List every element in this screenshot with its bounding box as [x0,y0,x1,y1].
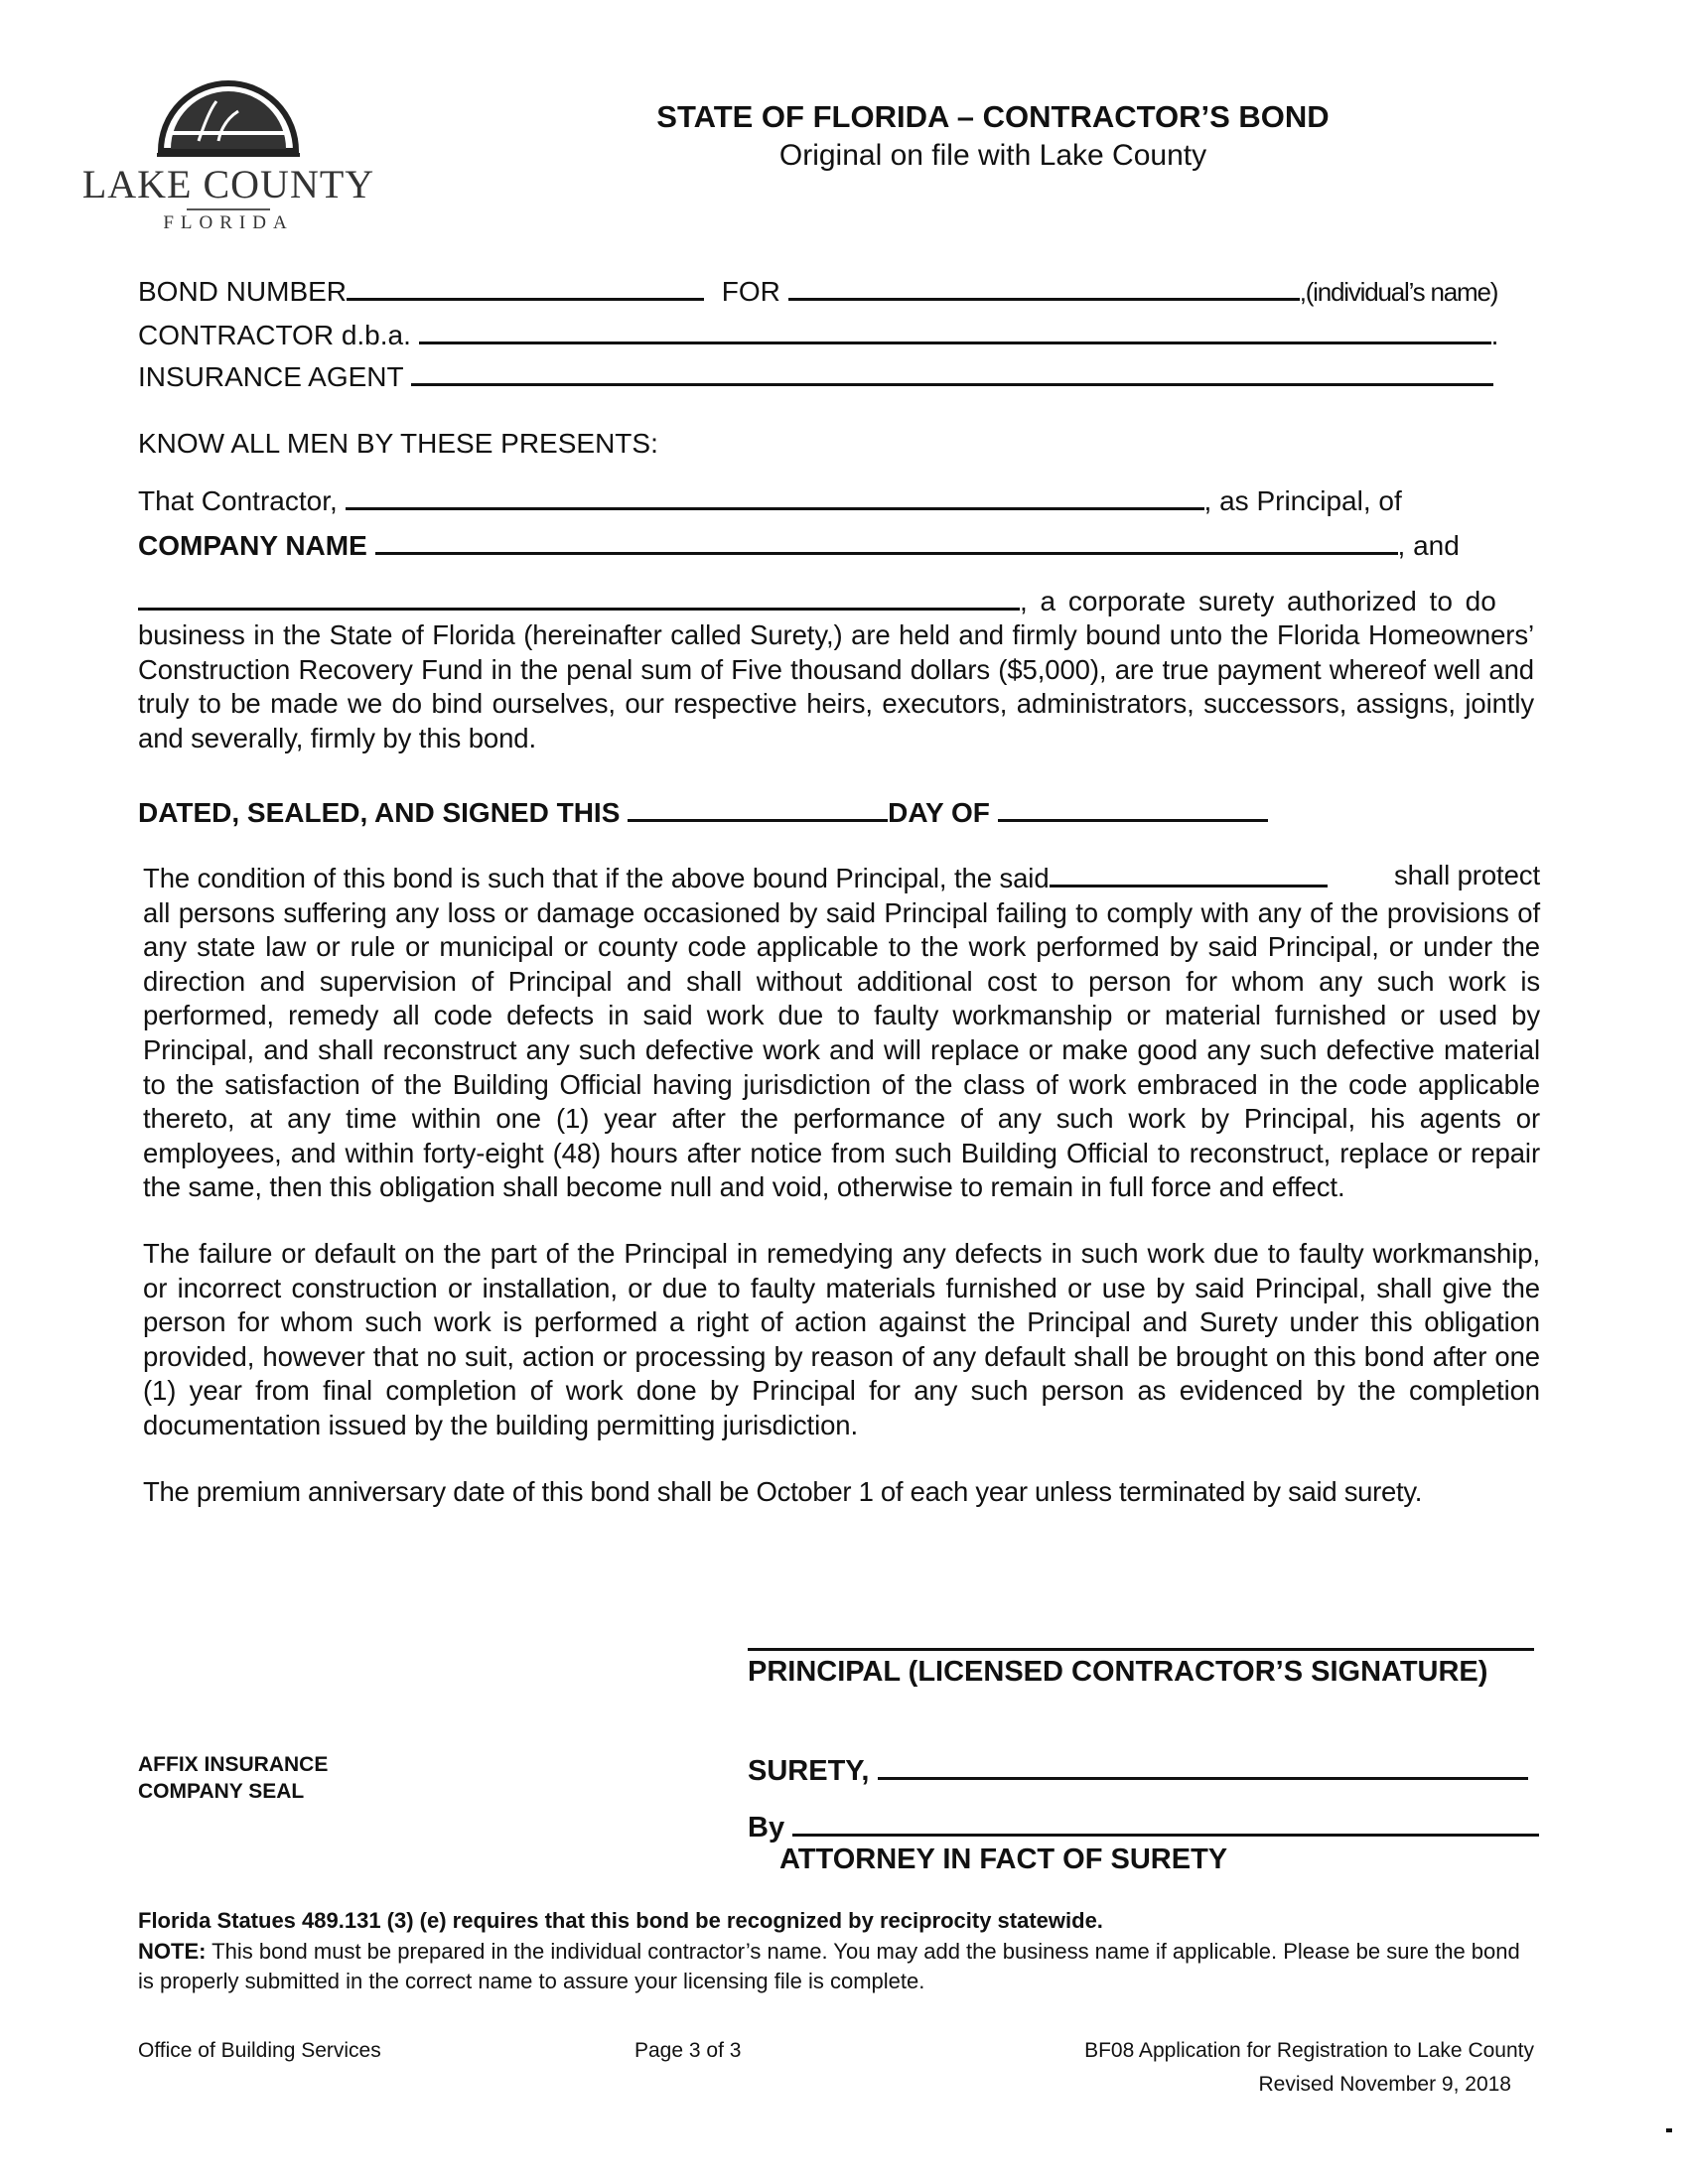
insurance-agent-field[interactable] [411,357,1493,386]
note-text: This bond must be prepared in the individual contractor’s name. You may add the business name if applicable. Please be sure the bond is properly submitted in the correct name to assure your licensing file is complete. [138,1939,1520,1993]
attorney-label: ATTORNEY IN FACT OF SURETY [779,1843,1228,1875]
principal-said-field[interactable] [1050,859,1328,887]
company-name-field[interactable] [375,526,1398,555]
footer-revised: Revised November 9, 2018 [1258,2073,1511,2096]
surety-clause: , a corporate surety authorized to do [1020,586,1496,616]
that-contractor-label: That Contractor, [138,485,338,516]
statute-note: Florida Statues 489.131 (3) (e) requires that this bond be recognized by reciprocity statewide. [138,1908,1103,1933]
logo-name: LAKE COUNTY [81,162,375,206]
failure-paragraph: The failure or default on the part of the Principal in remedying any defects in such work due to faulty workmanship, or incorrect construction or installation, or due to faulty materials furnished or use by said Principal, shall give the person for whom such work is performed a right of action against the Principal and Surety under this obligation provided, however that no suit, action or processing by reason of any default shall be brought on this bond after one (1) year from final completion of work done by Principal for any such person as evidenced by the completion documentation issued by the building permitting jurisdiction. [143,1237,1540,1440]
surety-signature-field[interactable] [878,1751,1528,1780]
company-name-label: COMPANY NAME [138,530,367,561]
seal-label-2: COMPANY SEAL [138,1780,305,1803]
logo-state: FLORIDA [163,212,294,233]
insurance-agent-label: INSURANCE AGENT [138,361,404,392]
corner-mark [1666,2128,1672,2132]
footer-page: Page 3 of 3 [634,2039,742,2062]
condition-start: The condition of this bond is such that if the above bound Principal, the said [143,863,1050,893]
surety-section [138,582,1534,755]
bond-number-label: BOND NUMBER [138,276,348,307]
day-field[interactable] [628,793,888,822]
contractor-dba-field[interactable] [419,316,1491,344]
principal-signature-line[interactable] [748,1648,1534,1651]
condition-paragraph: all persons suffering any loss or damage occasioned by said Principal failing to comply with any of the provisions of any state law or rule or municipal or county code applicable to the work performed by said Principal, or under the direction and supervision of Principal and shall without additional cost to person for whom any such work is performed, remedy all code defects in said work due to faulty workmanship or material furnished or used by Principal, and shall reconstruct any such defective work and will replace or make good any such defective material to the satisfaction of the Building Official having jurisdiction of the class of work embraced in the code applicable thereto, at any time within one (1) year after the performance of any such work by Principal, his agents or employees, and within forty-eight (48) hours after notice from such Building Official to reconstruct, replace or repair the same, then this obligation shall become null and void, otherwise to remain in full force and effect. [143,896,1540,1203]
footer-office: Office of Building Services [138,2039,381,2062]
surety-label: SURETY, [748,1755,870,1787]
month-field[interactable] [998,793,1268,822]
period: . [1490,320,1499,350]
conditions-section [143,859,1540,1509]
know-all-heading: KNOW ALL MEN BY THESE PRESENTS: [138,428,658,459]
and-label: , and [1397,530,1460,561]
condition-shall: shall protect [1394,860,1540,890]
contractor-name-field[interactable] [346,481,1204,510]
for-label: FOR [721,276,780,307]
bond-number-field[interactable] [347,272,704,301]
by-signature-field[interactable] [792,1808,1539,1837]
surety-name-field[interactable] [138,582,1020,611]
premium-paragraph: The premium anniversary date of this bond shall be October 1 of each year unless terminated by said surety. [143,1475,1423,1507]
by-label: By [748,1812,785,1843]
bond-paragraph: business in the State of Florida (hereinafter called Surety,) are held and firmly bound unto the Florida Homeowners’ Construction Recovery Fund in the penal sum of Five thousand dollars ($5,000), are true payment whereof well and truly to be made we do bind ourselves, our respective heirs, executors, administrators, successors, assigns, jointly and severally, firmly by this bond. [138,619,1534,753]
page-subtitle: Original on file with Lake County [778,139,1207,172]
individual-name-label: ,(individual’s name) [1299,277,1498,307]
dated-label: DATED, SEALED, AND SIGNED THIS [138,797,621,828]
page-title: STATE OF FLORIDA – CONTRACTOR’S BOND [656,99,1330,134]
as-principal-label: , as Principal, of [1203,485,1402,516]
individual-name-field[interactable] [788,272,1300,301]
seal-label-1: AFFIX INSURANCE [138,1753,329,1776]
lake-county-logo [70,62,387,235]
seal-emblem-icon [70,62,387,161]
contractor-dba-label: CONTRACTOR d.b.a. [138,320,411,350]
note-label: NOTE: [138,1939,207,1964]
footer-form: BF08 Application for Registration to Lake County [1084,2039,1534,2062]
principal-signature-label: PRINCIPAL (LICENSED CONTRACTOR’S SIGNATURE) [748,1656,1488,1688]
day-of-label: DAY OF [888,797,990,828]
